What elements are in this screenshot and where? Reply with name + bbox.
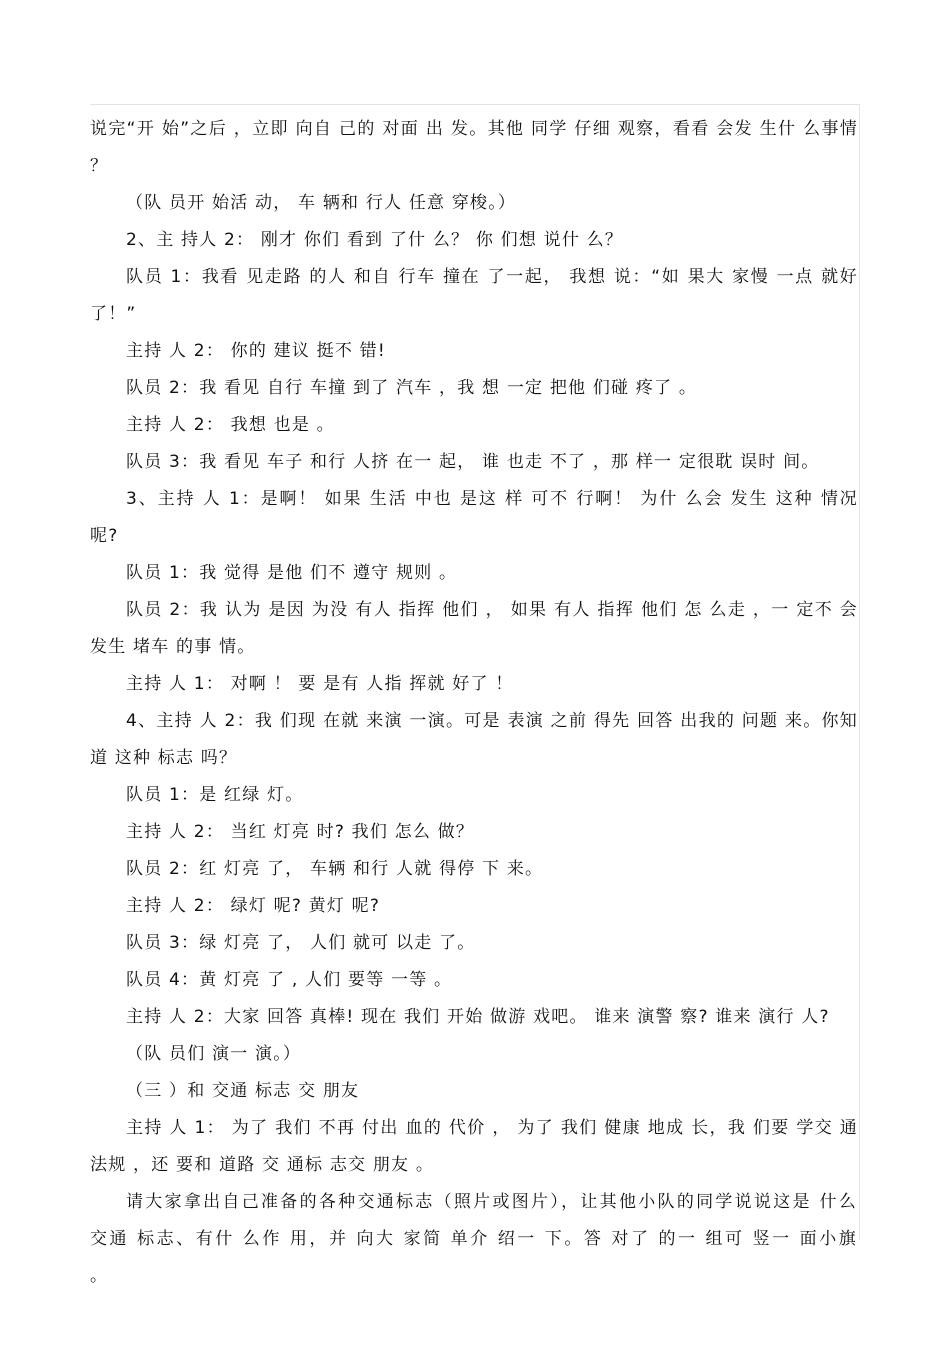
paragraph: （队 员们 演一 演。） bbox=[126, 1044, 302, 1064]
paragraph: 主持 人 1： 对啊 ！ 要 是有 人指 挥就 好了 ！ bbox=[126, 674, 514, 694]
paragraph: 主持 人 2： 你的 建议 挺不 错! bbox=[126, 341, 386, 361]
paragraph: 主持 人 1： 为了 我们 不再 付出 血的 代价 ， 为了 我们 健康 地成 长，我 们要 学交 通法规 ，还 要和 道路 交 通标 志交 朋友 。 bbox=[90, 1118, 858, 1175]
paragraph: 3、主持 人 1：是啊！ 如果 生活 中也 是这 样 可不 行啊！ 为什 么会 发生 这种 情况 呢? bbox=[90, 489, 858, 546]
paragraph: 队员 1：我 觉得 是他 们不 遵守 规则 。 bbox=[126, 563, 458, 583]
document-body bbox=[90, 111, 858, 1295]
paragraph: 4、主持 人 2：我 们现 在就 来演 一演。可是 表演 之前 得先 回答 出我的 问题 来。你知道 这种 标志 吗？ bbox=[90, 711, 858, 768]
paragraph: 队员 1：是 红绿 灯。 bbox=[126, 785, 304, 805]
paragraph: （队 员开 始活 动， 车 辆和 行人 任意 穿梭。） bbox=[126, 193, 517, 213]
paragraph: （三 ）和 交通 标志 交 朋友 bbox=[126, 1081, 360, 1101]
paragraph: 队员 2：我 认为 是因 为没 有人 指挥 他们 ， 如果 有人 指挥 他们 怎 么走 ，一 定不 会发生 堵车 的事 情。 bbox=[90, 600, 858, 657]
paragraph: 请大家拿出自己准备的各种交通标志（照片或图片），让其他小队的同学说说这是 什么 交通 标志、有什 么作 用，并 向大 家简 单介 绍一 下。答 对了 的一 组可 竖一 面小旗 。 bbox=[90, 1192, 858, 1286]
paragraph: 主持 人 2：大家 回答 真棒! 现在 我们 开始 做游 戏吧。 谁来 演警 察? 谁来 演行 人? bbox=[126, 1007, 830, 1027]
paragraph: 队员 3：绿 灯亮 了， 人们 就可 以走 了。 bbox=[126, 933, 476, 953]
paragraph: 队员 2：红 灯亮 了， 车辆 和行 人就 得停 下 来。 bbox=[126, 859, 544, 879]
paragraph: 主持 人 2： 绿灯 呢? 黄灯 呢? bbox=[126, 896, 381, 916]
paragraph: 说完“开 始”之后 ，立即 向自 己的 对面 出 发。其他 同学 仔细 观察，看看 会发 生什 么事情 ？ bbox=[90, 119, 858, 176]
paragraph: 队员 2：我 看见 自行 车撞 到了 汽车 ，我 想 一定 把他 们碰 疼了 。 bbox=[126, 378, 698, 398]
paragraph: 主持 人 2： 我想 也是 。 bbox=[126, 415, 335, 435]
paragraph: 2、主 持人 2： 刚才 你们 看到 了什 么？ 你 们想 说什 么？ bbox=[126, 230, 624, 250]
paragraph: 队员 4：黄 灯亮 了 , 人们 要等 一等 。 bbox=[126, 970, 453, 990]
paragraph: 队员 3：我 看见 车子 和行 人挤 在一 起， 谁 也走 不了 ，那 样一 定很耽 误时 间。 bbox=[126, 452, 820, 472]
paragraph: 主持 人 2： 当红 灯亮 时? 我们 怎么 做？ bbox=[126, 822, 475, 842]
paragraph: 队员 1：我看 见走路 的人 和自 行车 撞在 了一起， 我想 说：“如 果大 家慢 一点 就好了！” bbox=[90, 267, 858, 324]
